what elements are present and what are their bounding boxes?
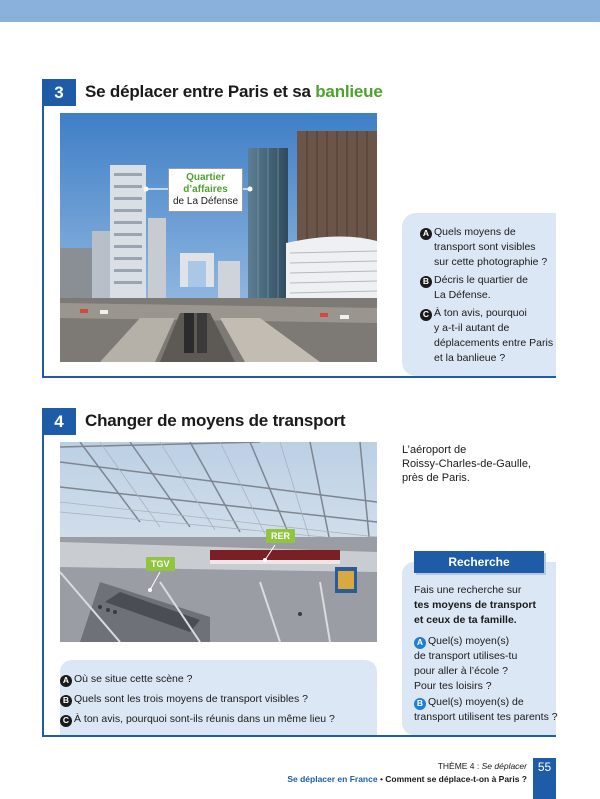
footer-chapter: Se déplacer en France [287, 774, 378, 784]
q3a-line-3: sur cette photographie ? [434, 256, 548, 268]
section-4-title: Changer de moyens de transport [85, 411, 346, 430]
q4b-text: Quels sont les trois moyens de transport visibles ? [74, 693, 309, 705]
recherche-question-b [414, 695, 558, 725]
section-4-question-c [60, 712, 335, 727]
footer-theme [438, 761, 527, 771]
section-3-question-b [420, 273, 528, 303]
footer-theme-italic: Se déplacer [481, 761, 527, 771]
q3c-line-4: et la banlieue ? [434, 352, 506, 364]
recherche-intro-line-1: Fais une recherche sur [414, 584, 522, 596]
footer-lesson: Comment se déplace-t-on à Paris ? [385, 774, 527, 784]
caption-line-3: près de Paris. [402, 472, 470, 484]
section-3-title-start: Se déplacer entre Paris et sa [85, 82, 316, 101]
letter-b-blue-icon: B [414, 698, 426, 710]
letter-b-icon: B [60, 695, 72, 707]
q3b-line-1: Décris le quartier de [434, 274, 528, 286]
section-4-number: 4 [42, 408, 76, 435]
q3b-line-2: La Défense. [434, 289, 491, 301]
section-3-title-highlight: banlieue [315, 82, 383, 101]
footer-separator: • [377, 774, 386, 784]
letter-a-icon: A [420, 228, 432, 240]
section-4-question-b [60, 692, 308, 707]
recherche-title: Recherche [414, 551, 544, 573]
section-4-frame-left [42, 435, 44, 736]
recherche-intro-end: . [513, 614, 517, 626]
q3a-line-2: transport sont visibles [434, 241, 536, 253]
tgv-tag: TGV [146, 557, 175, 571]
q4c-text: À ton avis, pourquoi sont-ils réunis dans un même lieu ? [74, 713, 335, 725]
rqa-line-2: de transport utilises-tu [414, 650, 518, 662]
letter-a-blue-icon: A [414, 637, 426, 649]
photo-caption [402, 443, 531, 485]
letter-c-icon: C [60, 715, 72, 727]
recherche-question-a [414, 634, 517, 694]
recherche-intro-bold-1: tes moyens de transport [414, 599, 536, 611]
letter-c-icon: C [420, 309, 432, 321]
roissy-airport-photo [60, 442, 377, 642]
footer-theme-label: THÈME 4 : [437, 761, 482, 771]
la-defense-photo [60, 113, 377, 362]
section-3-frame-bottom [42, 376, 556, 378]
recherche-intro [414, 583, 536, 628]
q3a-line-1: Quels moyens de [434, 226, 516, 238]
top-band [0, 0, 600, 22]
recherche-intro-bold-2: et ceux de ta famille [414, 614, 514, 626]
letter-a-icon: A [60, 675, 72, 687]
footer-breadcrumb [287, 774, 527, 784]
section-3-title [85, 82, 383, 102]
rer-tag: RER [266, 529, 295, 543]
q3c-line-2: y a-t-il autant de [434, 322, 510, 334]
caption-line-1: L’aéroport de [402, 444, 467, 456]
page-number: 55 [533, 758, 556, 799]
la-defense-callout [168, 168, 243, 212]
rqa-line-3: pour aller à l’école ? [414, 665, 508, 677]
rqa-line-4: Pour tes loisirs ? [414, 680, 492, 692]
rqb-line-1: Quel(s) moyen(s) de [428, 696, 524, 708]
callout-line-3: de La Défense [173, 196, 239, 207]
section-4-frame-bottom [42, 735, 556, 737]
callout-line-1: Quartier [186, 172, 225, 183]
section-3-question-c [420, 306, 553, 366]
q3c-line-3: déplacements entre Paris [434, 337, 554, 349]
section-4-question-a [60, 672, 192, 687]
q4a-text: Où se situe cette scène ? [74, 673, 193, 685]
letter-b-icon: B [420, 276, 432, 288]
section-3-frame-left [42, 106, 44, 376]
section-3-number: 3 [42, 79, 76, 106]
rqb-line-2: transport utilisent tes parents ? [414, 711, 558, 723]
callout-line-2: d’affaires [183, 184, 228, 195]
caption-line-2: Roissy-Charles-de-Gaulle, [402, 458, 531, 470]
rqa-line-1: Quel(s) moyen(s) [428, 635, 510, 647]
q3c-line-1: À ton avis, pourquoi [434, 307, 527, 319]
section-3-question-a [420, 225, 547, 270]
